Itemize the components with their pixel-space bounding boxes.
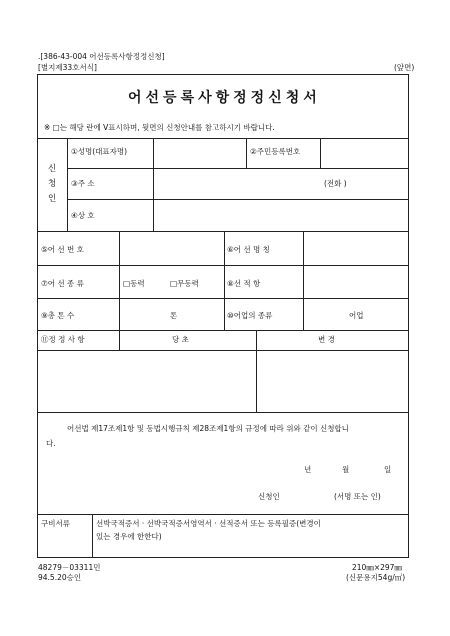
trade-name-label: ④상 호 [71,211,95,220]
attachments-text-line1: 선박국적증서 · 선박국적증서영역서 · 선적증서 또는 등록필증(변경이 [96,519,321,528]
correction-before-field[interactable] [38,351,255,411]
vessel-number-label: ⑤어 선 번 호 [41,245,84,254]
rrn-field[interactable] [321,139,408,167]
fishery-unit: 어업 [349,311,364,320]
phone-label: (전화 ) [324,179,347,188]
tonnage-unit: 톤 [170,311,178,320]
correction-label: ⑪정 정 사 항 [41,335,85,344]
declaration-text-line2: 다. [46,439,56,448]
tonnage-label: ⑨총 톤 수 [41,311,75,320]
vessel-name-field[interactable] [304,232,408,264]
vessel-type-label: ⑦어 선 종 류 [41,279,84,288]
applicant-group-label-1: 신 [48,164,57,174]
date-year-label: 년 [304,465,312,474]
home-port-field[interactable] [304,266,408,297]
address-label: ③주 소 [71,179,95,188]
form-title: 어선등록사항정정신청서 [128,90,321,106]
paper-size: 210㎜×297㎜ [352,563,402,572]
correction-after-field[interactable] [257,351,408,411]
name-label: ①성명(대표자명) [71,147,128,156]
declaration-text-line1: 어선법 제17조제1항 및 동법시행규칙 제28조제1항의 규정에 따라 위와 같이 신청합니 [67,424,349,433]
home-port-label: ⑧선 적 항 [227,279,261,288]
correction-before-header: 당 초 [172,335,189,344]
paper-type: (신문용지54g/㎡) [346,573,406,582]
correction-after-header: 변 경 [318,335,335,344]
attachments-label: 구비서류 [41,519,70,528]
vessel-number-field[interactable] [120,232,223,264]
form-number: [별지제33호서식] [38,63,97,72]
signature-hint: (서명 또는 인) [334,492,381,501]
document-code: .[386-43-004 어선등록사항정정신청] [38,52,165,61]
page-side-label: (앞면) [394,63,415,72]
approval-date: 94.5.20승인 [38,573,82,582]
applicant-group-label-2: 청 [48,179,57,189]
fishery-type-label: ⑩어업의 종류 [227,311,273,320]
form-code: 48279－03311민 [38,563,101,572]
applicant-signature-label: 신청인 [258,492,280,501]
name-field[interactable] [154,139,245,167]
address-field[interactable] [154,169,319,198]
instruction-note: ※ □는 해당 란에 V표시하며, 뒷면의 신청안내를 참고하시기 바랍니다. [44,123,275,132]
rrn-label: ②주민등록번호 [250,147,301,156]
powered-checkbox[interactable]: □동력 [123,279,145,288]
nonpowered-checkbox[interactable]: □무동력 [170,279,199,288]
date-day-label: 일 [384,465,392,474]
applicant-group-label-3: 인 [48,194,57,204]
trade-name-field[interactable] [154,200,408,230]
attachments-text-line2: 있는 경우에 한한다) [96,532,162,541]
vessel-name-label: ⑥어 선 명 칭 [227,245,270,254]
date-month-label: 월 [342,465,350,474]
